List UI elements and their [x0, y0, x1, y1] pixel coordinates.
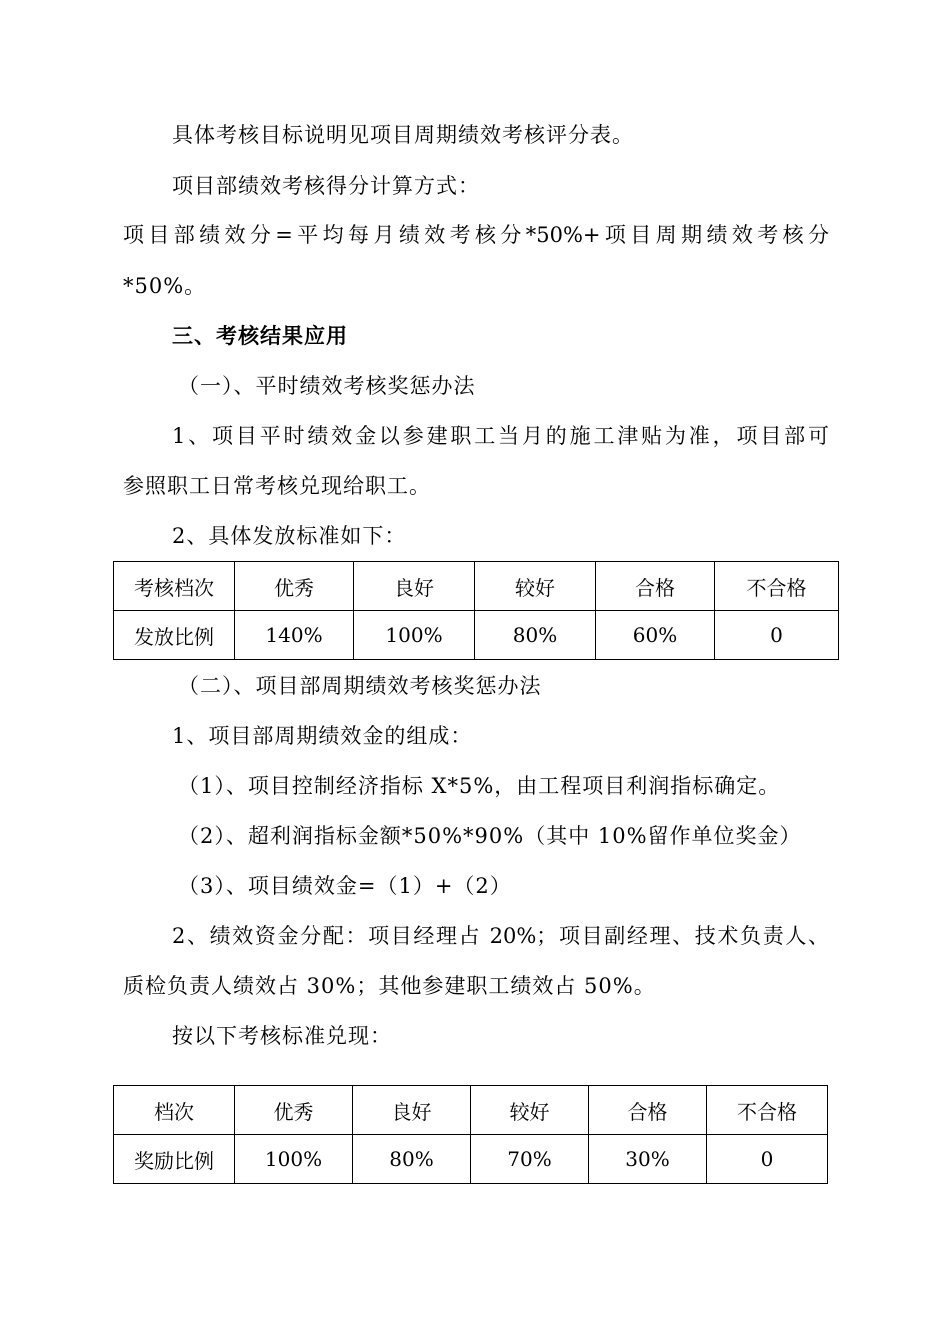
table-cell: 0 [715, 611, 839, 660]
subsection-heading-regular: （一）、平时绩效考核奖惩办法 [178, 374, 476, 398]
table-row [114, 1086, 828, 1135]
table-cell: 100% [354, 611, 475, 660]
payment-ratio-table [113, 561, 839, 660]
table-header-cell: 优秀 [235, 562, 354, 611]
table-header-cell: 较好 [471, 1086, 589, 1135]
table-cell: 140% [235, 611, 354, 660]
table-header-cell: 合格 [596, 562, 715, 611]
paragraph-allocation-line2: 质检负责人绩效占 30%；其他参建职工绩效占 50%。 [123, 974, 656, 998]
table-header-cell: 不合格 [707, 1086, 828, 1135]
table-cell: 0 [707, 1135, 828, 1184]
table-row [114, 1135, 828, 1184]
table-cell: 奖励比例 [114, 1135, 235, 1184]
paragraph-regular-bonus-line1: 1、项目平时绩效金以参建职工当月的施工津贴为准，项目部可 [172, 424, 829, 448]
table-row [114, 611, 839, 660]
paragraph-score-method: 项目部绩效考核得分计算方式： [172, 174, 480, 198]
table-header-cell: 考核档次 [114, 562, 235, 611]
paragraph-payment-standard: 2、具体发放标准如下： [172, 524, 407, 548]
table-cell: 发放比例 [114, 611, 235, 660]
subsection-heading-periodic: （二）、项目部周期绩效考核奖惩办法 [178, 674, 542, 698]
table-cell: 80% [353, 1135, 471, 1184]
table-cell: 30% [589, 1135, 707, 1184]
paragraph-periodic-composition: 1、项目部周期绩效金的组成： [172, 724, 473, 748]
table-header-cell: 较好 [475, 562, 596, 611]
table-cell: 80% [475, 611, 596, 660]
paragraph-standard-intro: 按以下考核标准兑现： [172, 1024, 392, 1048]
paragraph-formula-line2: *50%。 [123, 274, 207, 298]
table-row [114, 562, 839, 611]
table-header-cell: 档次 [114, 1086, 235, 1135]
table-header-cell: 不合格 [715, 562, 839, 611]
paragraph-item-1: （1）、项目控制经济指标 X*5%，由工程项目利润指标确定。 [178, 774, 781, 798]
table-header-cell: 合格 [589, 1086, 707, 1135]
paragraph-target-description: 具体考核目标说明见项目周期绩效考核评分表。 [172, 123, 634, 147]
table-header-cell: 良好 [354, 562, 475, 611]
section-heading-results: 三、考核结果应用 [172, 324, 348, 348]
paragraph-regular-bonus-line2: 参照职工日常考核兑现给职工。 [123, 474, 431, 498]
table-header-cell: 优秀 [235, 1086, 353, 1135]
table-cell: 100% [235, 1135, 353, 1184]
paragraph-formula-line1: 项目部绩效分=平均每月绩效考核分*50%+项目周期绩效考核分 [123, 223, 829, 247]
table-header-cell: 良好 [353, 1086, 471, 1135]
paragraph-item-2: （2）、超利润指标金额*50%*90%（其中 10%留作单位奖金） [178, 824, 802, 848]
paragraph-item-3: （3）、项目绩效金=（1）+（2） [178, 874, 512, 898]
table-cell: 60% [596, 611, 715, 660]
reward-ratio-table [113, 1085, 828, 1184]
table-cell: 70% [471, 1135, 589, 1184]
paragraph-allocation-line1: 2、绩效资金分配：项目经理占 20%；项目副经理、技术负责人、 [172, 924, 829, 948]
